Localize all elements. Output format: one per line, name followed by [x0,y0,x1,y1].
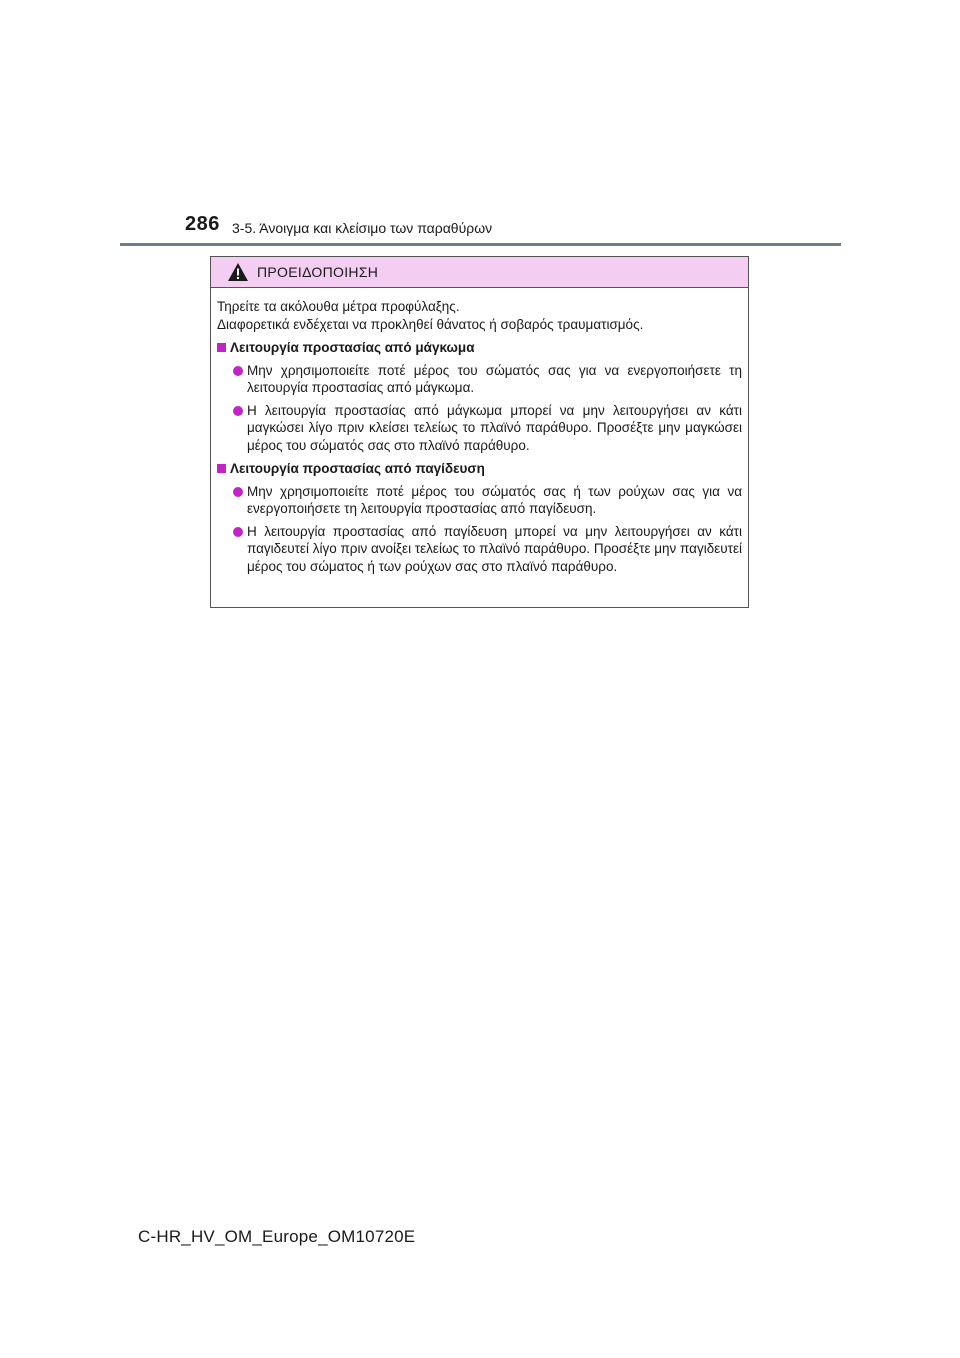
section-title: 3-5. Άνοιγμα και κλείσιμο των παραθύρων [232,220,493,236]
list-item [217,483,742,518]
dot-bullet-icon [233,366,243,376]
list-item-text: Η λειτουργία προστασίας από μάγκωμα μπορεί να μην λειτουργήσει αν κάτι μαγκώσει λίγο πριν κλείσει τελείως το πλαϊνό παράθυρο. Προσέξτε μην μαγκώσει μέρος του σώματός σας στο πλαϊνό παράθυρο. [247,402,742,453]
list-item-text: Μην χρησιμοποιείτε ποτέ μέρος του σώματός σας ή των ρούχων σας για να ενεργοποιήσετε τη λειτουργία προστασίας από παγίδευση. [247,483,742,516]
intro-line: Τηρείτε τα ακόλουθα μέτρα προφύλαξης. [217,299,460,314]
dot-bullet-icon [233,527,243,537]
topic-heading-text: Λειτουργία προστασίας από μάγκωμα [230,340,475,355]
dot-bullet-icon [233,406,243,416]
topic-heading [217,460,742,478]
list-item [217,362,742,397]
topic-heading-text: Λειτουργία προστασίας από παγίδευση [230,461,485,476]
list-item [217,523,742,576]
square-bullet-icon [217,343,226,352]
list-item-text: Μην χρησιμοποιείτε ποτέ μέρος του σώματός σας για να ενεργοποιήσετε τη λειτουργία προστασίας από μάγκωμα. [247,362,742,395]
warning-title: ΠΡΟΕΙΔΟΠΟΙΗΣΗ [257,264,379,280]
warning-body [211,288,748,575]
square-bullet-icon [217,464,226,473]
footer-code: C-HR_HV_OM_Europe_OM10720E [138,1227,416,1246]
dot-bullet-icon [233,487,243,497]
intro-line: Διαφορετικά ενδέχεται να προκληθεί θάνατος ή σοβαρός τραυματισμός. [217,316,644,332]
warning-box [210,256,749,608]
warning-header [211,257,748,288]
warning-triangle-icon [227,262,249,282]
topic-heading [217,339,742,357]
header-rule [120,243,841,246]
list-item [217,402,742,455]
list-item-text: Η λειτουργία προστασίας από παγίδευση μπορεί να μην λειτουργήσει αν κάτι παγιδευτεί λίγο πριν ανοίξει τελείως το πλαϊνό παράθυρο. Προσέξτε μην παγιδευτεί μέρος του σώματος ή των ρούχων σας στο πλαϊνό παράθυρο. [247,523,742,574]
page-number: 286 [185,213,220,235]
